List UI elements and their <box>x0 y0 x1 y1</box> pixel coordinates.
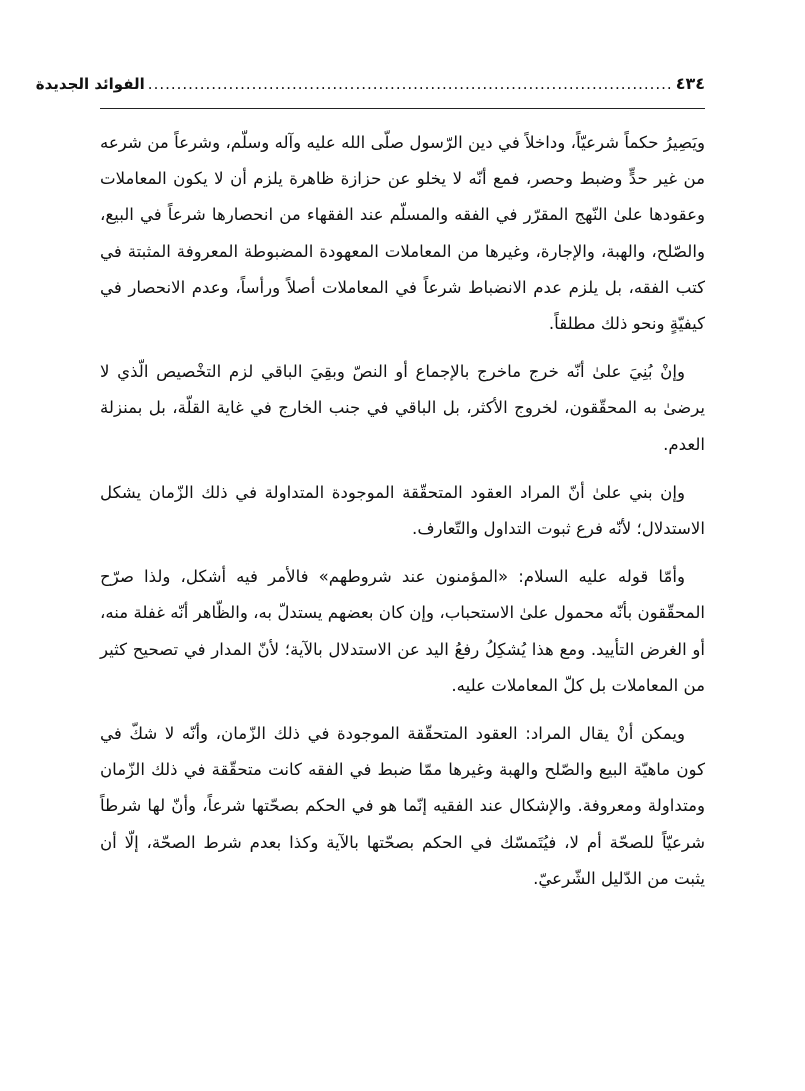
paragraph-4: وأمّا قوله عليه السلام: «المؤمنون عند شروطهم» فالأمر فيه أشكل، ولذا صرّح المحقّقون بأنّه محمول علىٰ الاستحباب، وإن كان بعضهم يستدلّ به، والظّاهر أنّه غفلة منه، أو الغرض التأييد. ومع هذا يُشكِلُ رفعُ اليد عن الاستدلال بالآية؛ لأنّ المدار في تصحيح كثير من المعاملات بل كلّ المعاملات عليه. <box>100 567 705 695</box>
paragraph-5: ويمكن أنْ يقال المراد: العقود المتحقّقة الموجودة في ذلك الزّمان، وأنّه لا شكّ في كون ماهيّة البيع والصّلح والهبة وغيرها ممّا ضبط في الفقه كانت متحقّقة في ذلك الزّمان ومتداولة ومعروفة. والإشكال عند الفقيه إنّما هو في الحكم بصحّتها شرعاً، وأنّ لها شرطاً شرعيّاً للصحّة أم لا، فيُتَمسّك في الحكم بصحّتها بالآية وكذا بعدم شرط الصحّة، إلّا أن يثبت من الدّليل الشّرعيّ. <box>100 724 705 888</box>
running-header <box>35 74 705 109</box>
paragraph-2: وإنْ بُنِيَ علىٰ أنّه خرج ماخرج بالإجماع أو النصّ وبقِيَ الباقي لزم التخْصيص الّذي لا يرضىٰ به المحقّقون، لخروج الأكثر، بل الباقي في جنب الخارج في غاية القلّة، بل بمنزلة العدم. <box>100 362 705 454</box>
page-body <box>100 125 705 897</box>
paragraph-1: ويَصِيرُ حكماً شرعيّاً، وداخلاً في دين الرّسول صلّى الله عليه وآله وسلّم، وشرعاً من شرعه من غير حدٍّ وضبط وحصر، فمع أنّه لا يخلو عن حزازة ظاهرة يلزم أن لا يكون المعاملات وعقودها علىٰ النّهج المقرّر في الفقه والمسلّم عند الفقهاء من انحصارها شرعاً في البيع، والصّلح، والهبة، والإجارة، وغيرها من المعاملات المعهودة المضبوطة المعروفة المثبتة في كتب الفقه، بل يلزم عدم الانضباط شرعاً في المعاملات أصلاً ورأساً، وعدم الانحصار في كيفيّةٍ ونحو ذلك مطلقاً. <box>100 133 705 334</box>
running-title: الفوائد الجديدة <box>35 75 145 93</box>
dot-leader: ........................................................................................... <box>147 75 673 93</box>
paragraph-3: وإن بني علىٰ أنّ المراد العقود المتحقّقة الموجودة المتداولة في ذلك الزّمان يشكل الاستدلال؛ لأنّه فرع ثبوت التداول والتّعارف. <box>100 482 705 539</box>
book-page <box>35 74 705 909</box>
page-number: ٤٣٤ <box>675 74 705 93</box>
